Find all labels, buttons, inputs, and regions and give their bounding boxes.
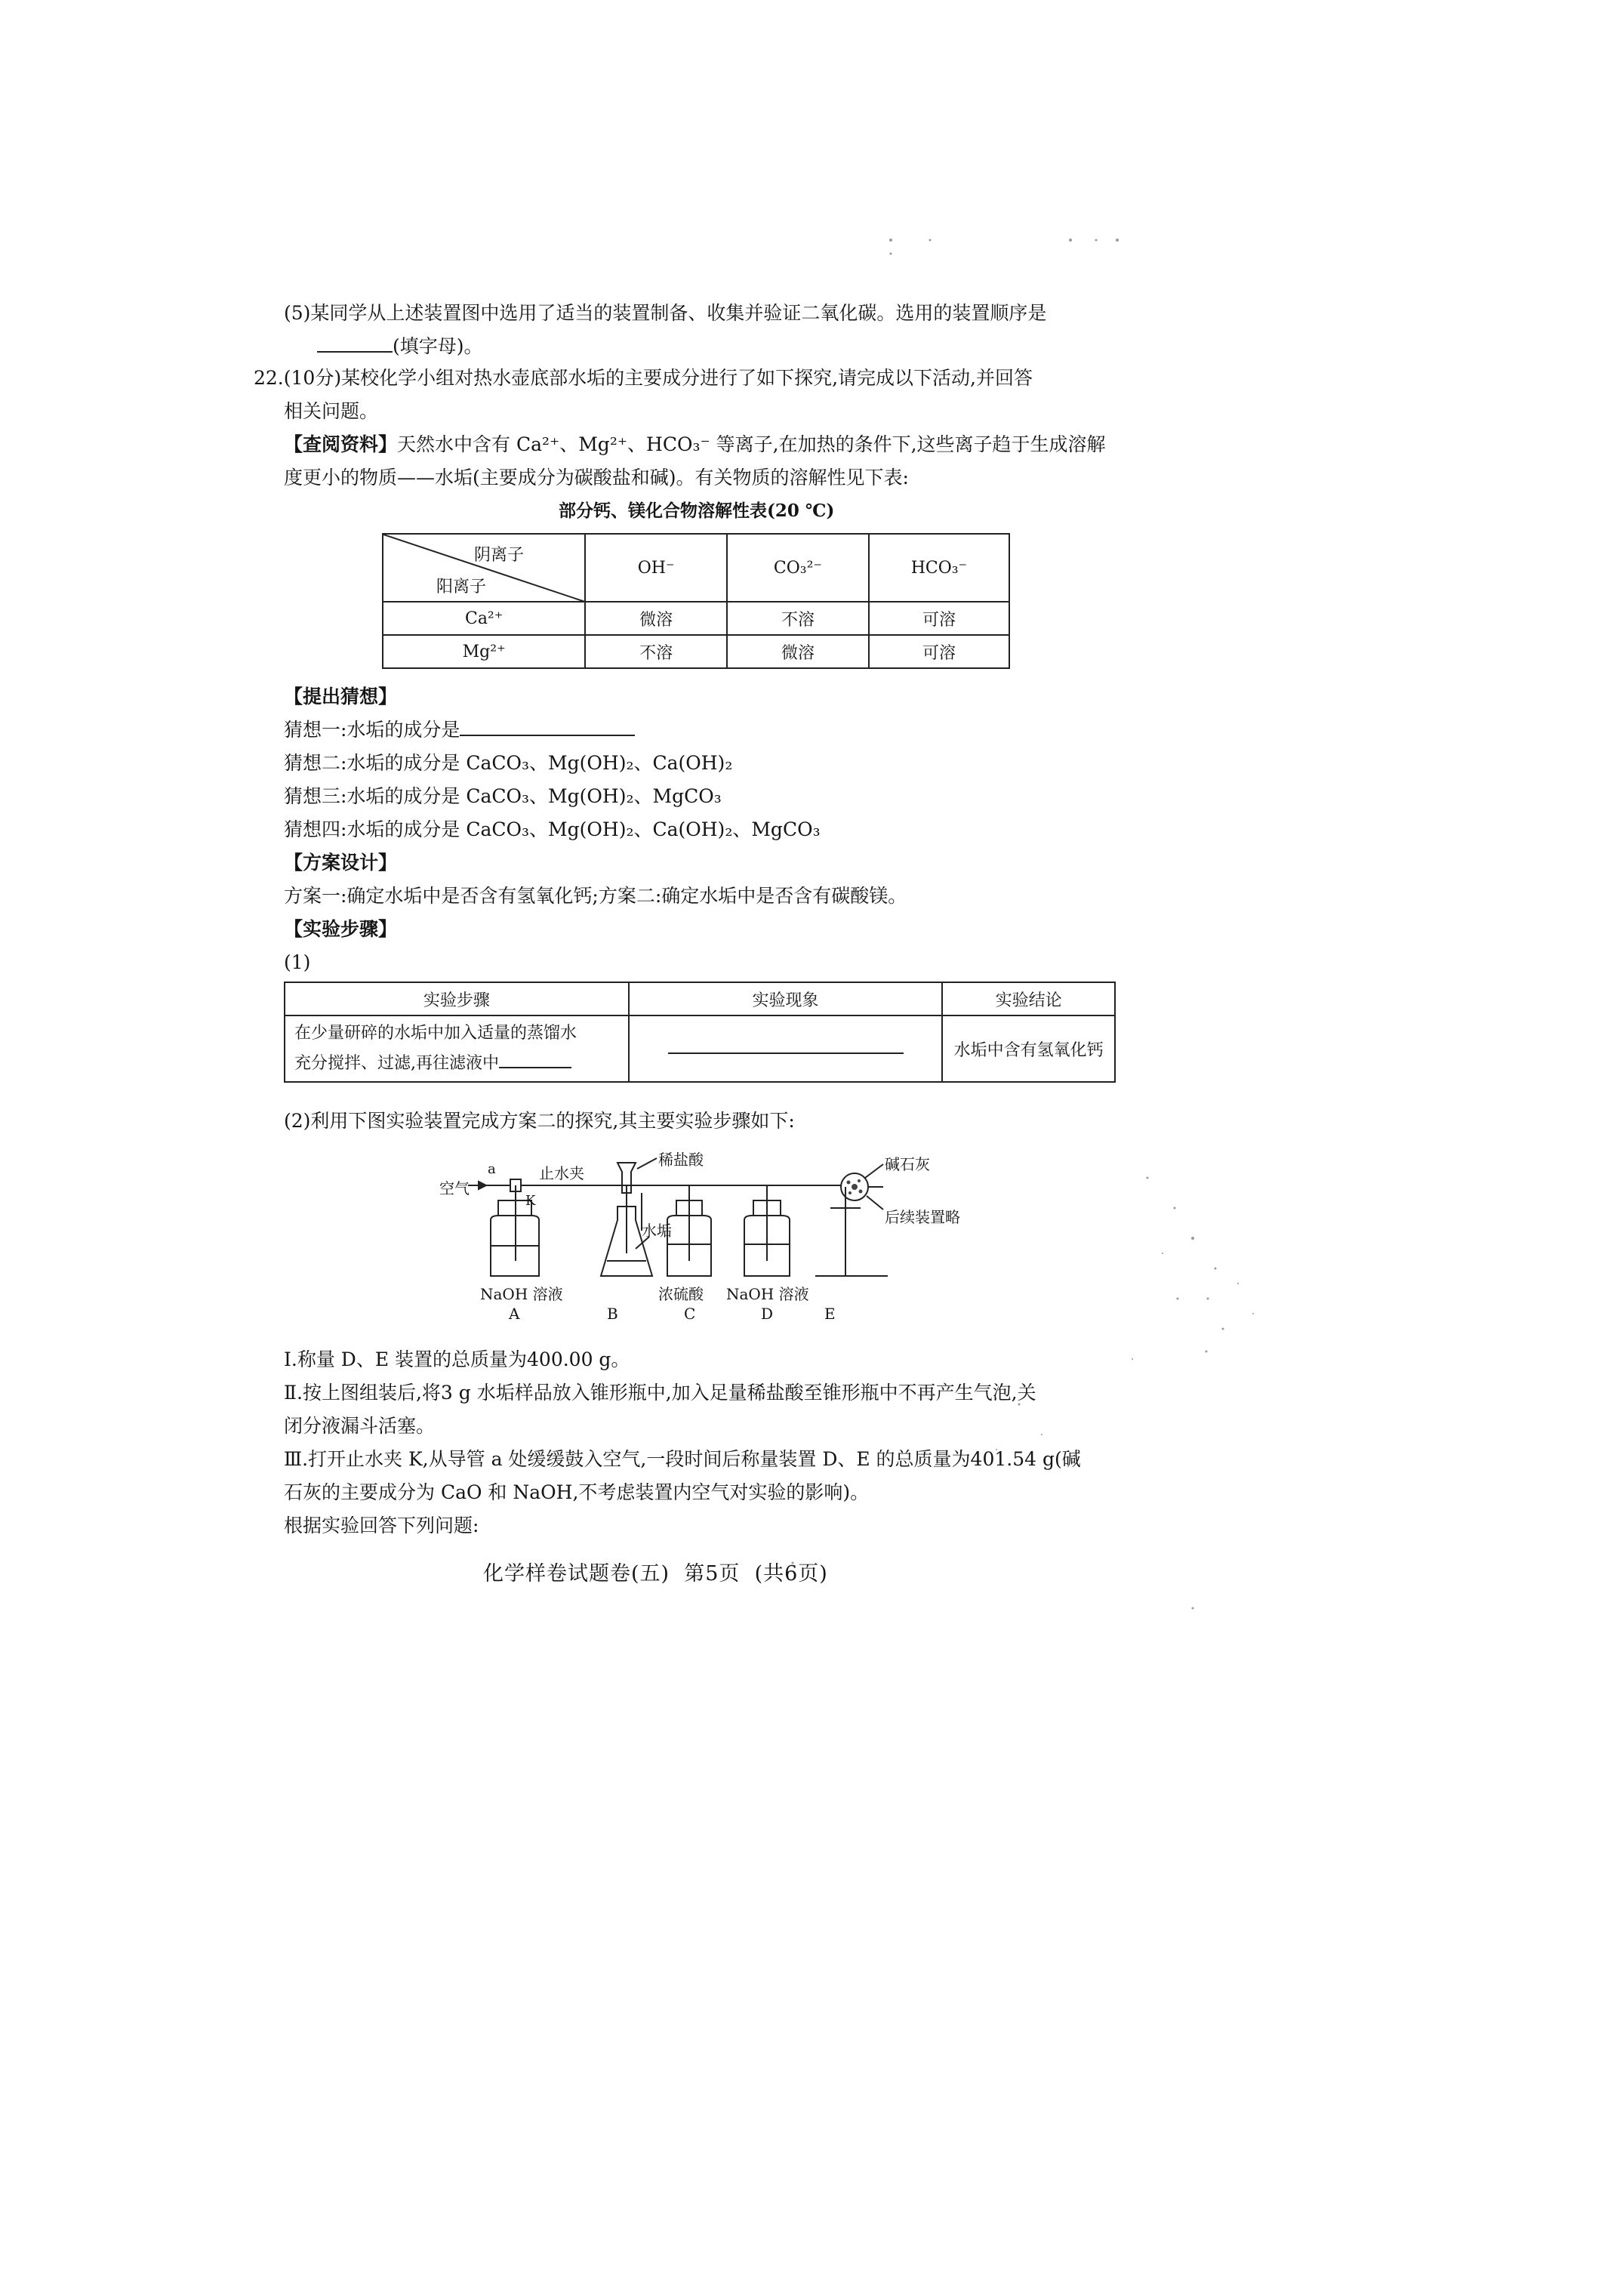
q22-intro-line2: 相关问题。	[284, 400, 379, 422]
q21-part5-line2	[317, 334, 483, 359]
solubility-table-title: 部分钙、镁化合物溶解性表(20 ℃)	[559, 501, 835, 521]
design-label: 【方案设计】	[284, 852, 398, 874]
steps-label: 【实验步骤】	[284, 918, 398, 940]
step1-label: (1)	[284, 951, 311, 973]
label-letter-b: B	[607, 1305, 618, 1323]
step-iii-line1: Ⅲ.打开止水夹 K,从导管 a 处缓缓鼓入空气,一段时间后称量装置 D、E 的总质量为401.54 g(碱	[284, 1448, 1081, 1470]
col-header-hco3: HCO₃⁻	[869, 534, 1009, 602]
hypothesis-label: 【提出猜想】	[284, 686, 398, 707]
corner-bottom-label: 阳离子	[436, 578, 487, 596]
step-ii-line2: 闭分液漏斗活塞。	[284, 1415, 436, 1437]
exp-conclusion-cell: 水垢中含有氢氧化钙	[942, 1015, 1115, 1082]
hyp1-answer-blank[interactable]	[460, 735, 635, 736]
cell-mg-hco3: 可溶	[869, 635, 1009, 668]
cell-mg-co3: 微溶	[727, 635, 869, 668]
step-iii-line2: 石灰的主要成分为 CaO 和 NaOH,不考虑装置内空气对实验的影响)。	[284, 1481, 870, 1503]
step-i: Ⅰ.称量 D、E 装置的总质量为400.00 g。	[284, 1348, 630, 1370]
cell-ca-co3: 不溶	[727, 602, 869, 635]
exp-phenomena-answer-blank[interactable]	[668, 1052, 904, 1054]
exp-phenomena-cell	[629, 1015, 942, 1082]
closing-text: 根据实验回答下列问题:	[284, 1515, 479, 1536]
col-header-co3: CO₃²⁻	[727, 534, 869, 602]
step2-text: (2)利用下图实验装置完成方案二的探究,其主要实验步骤如下:	[284, 1110, 795, 1132]
page-footer: 化学样卷试题卷(五) 第5页 (共6页)	[483, 1562, 828, 1586]
corner-top-label: 阴离子	[474, 546, 525, 565]
step-ii-line1: Ⅱ.按上图组装后,将3 g 水垢样品放入锥形瓶中,加入足量稀盐酸至锥形瓶中不再产生气泡,关	[284, 1382, 1036, 1404]
exp-step-line2	[294, 1049, 628, 1079]
label-letter-c: C	[684, 1305, 696, 1323]
label-letter-e: E	[824, 1305, 836, 1323]
hypothesis-1	[284, 717, 635, 743]
hypothesis-2: 猜想二:水垢的成分是 CaCO₃、Mg(OH)₂、Ca(OH)₂	[284, 752, 733, 774]
label-clamp-k: K	[525, 1193, 536, 1209]
hypothesis-4: 猜想四:水垢的成分是 CaCO₃、Mg(OH)₂、Ca(OH)₂、MgCO₃	[284, 818, 821, 840]
hypothesis-3: 猜想三:水垢的成分是 CaCO₃、Mg(OH)₂、MgCO₃	[284, 785, 722, 807]
label-soda-lime: 碱石灰	[885, 1155, 930, 1173]
answer-blank[interactable]	[317, 351, 393, 353]
exp-header-phenomena: 实验现象	[629, 982, 942, 1015]
cell-ca-hco3: 可溶	[869, 602, 1009, 635]
exp-step-line2-text: 充分搅拌、过滤,再往滤液中	[294, 1054, 499, 1073]
label-air: 空气	[439, 1179, 470, 1197]
exp-step-answer-blank[interactable]	[499, 1067, 571, 1068]
label-letter-d: D	[761, 1305, 774, 1323]
exp-step-cell	[285, 1015, 629, 1082]
info-label: 【查阅资料】	[284, 433, 398, 455]
col-header-oh: OH⁻	[585, 534, 727, 602]
q21-part5-hint: (填字母)。	[393, 335, 483, 357]
experiment-table	[284, 982, 1116, 1083]
label-naoh-d: NaOH 溶液	[726, 1285, 809, 1303]
exp-step-line1: 在少量研碎的水垢中加入适量的蒸馏水	[294, 1024, 577, 1043]
label-conc-acid: 浓硫酸	[658, 1285, 704, 1303]
label-clamp: 止水夹	[539, 1164, 584, 1182]
q22-info-line1	[284, 432, 1106, 458]
apparatus-diagram	[438, 1148, 966, 1329]
label-scale: 水垢	[642, 1222, 672, 1240]
label-letter-a: A	[509, 1305, 520, 1323]
label-dilute-hcl: 稀盐酸	[658, 1151, 704, 1169]
label-naoh-a: NaOH 溶液	[480, 1285, 563, 1303]
label-inlet-a: a	[488, 1161, 496, 1177]
solubility-table	[382, 533, 1010, 669]
table-corner-cell	[383, 534, 585, 602]
design-text: 方案一:确定水垢中是否含有氢氧化钙;方案二:确定水垢中是否含有碳酸镁。	[284, 885, 907, 907]
label-omitted: 后续装置略	[885, 1208, 960, 1226]
cell-mg-oh: 不溶	[585, 635, 727, 668]
q21-part5-line1: (5)某同学从上述装置图中选用了适当的装置制备、收集并验证二氧化碳。选用的装置顺序是	[284, 302, 1047, 324]
cell-ca-oh: 微溶	[585, 602, 727, 635]
hyp1-text: 猜想一:水垢的成分是	[284, 719, 460, 741]
row-cation-ca: Ca²⁺	[383, 602, 585, 635]
exp-header-conclusion: 实验结论	[942, 982, 1115, 1015]
q22-info-line2: 度更小的物质——水垢(主要成分为碳酸盐和碱)。有关物质的溶解性见下表:	[284, 467, 909, 488]
row-cation-mg: Mg²⁺	[383, 635, 585, 668]
q22-intro-line1: 22.(10分)某校化学小组对热水壶底部水垢的主要成分进行了如下探究,请完成以下活动,并回答	[254, 367, 1033, 389]
exp-header-steps: 实验步骤	[285, 982, 629, 1015]
info-text: 天然水中含有 Ca²⁺、Mg²⁺、HCO₃⁻ 等离子,在加热的条件下,这些离子趋于生成溶解	[397, 433, 1106, 455]
